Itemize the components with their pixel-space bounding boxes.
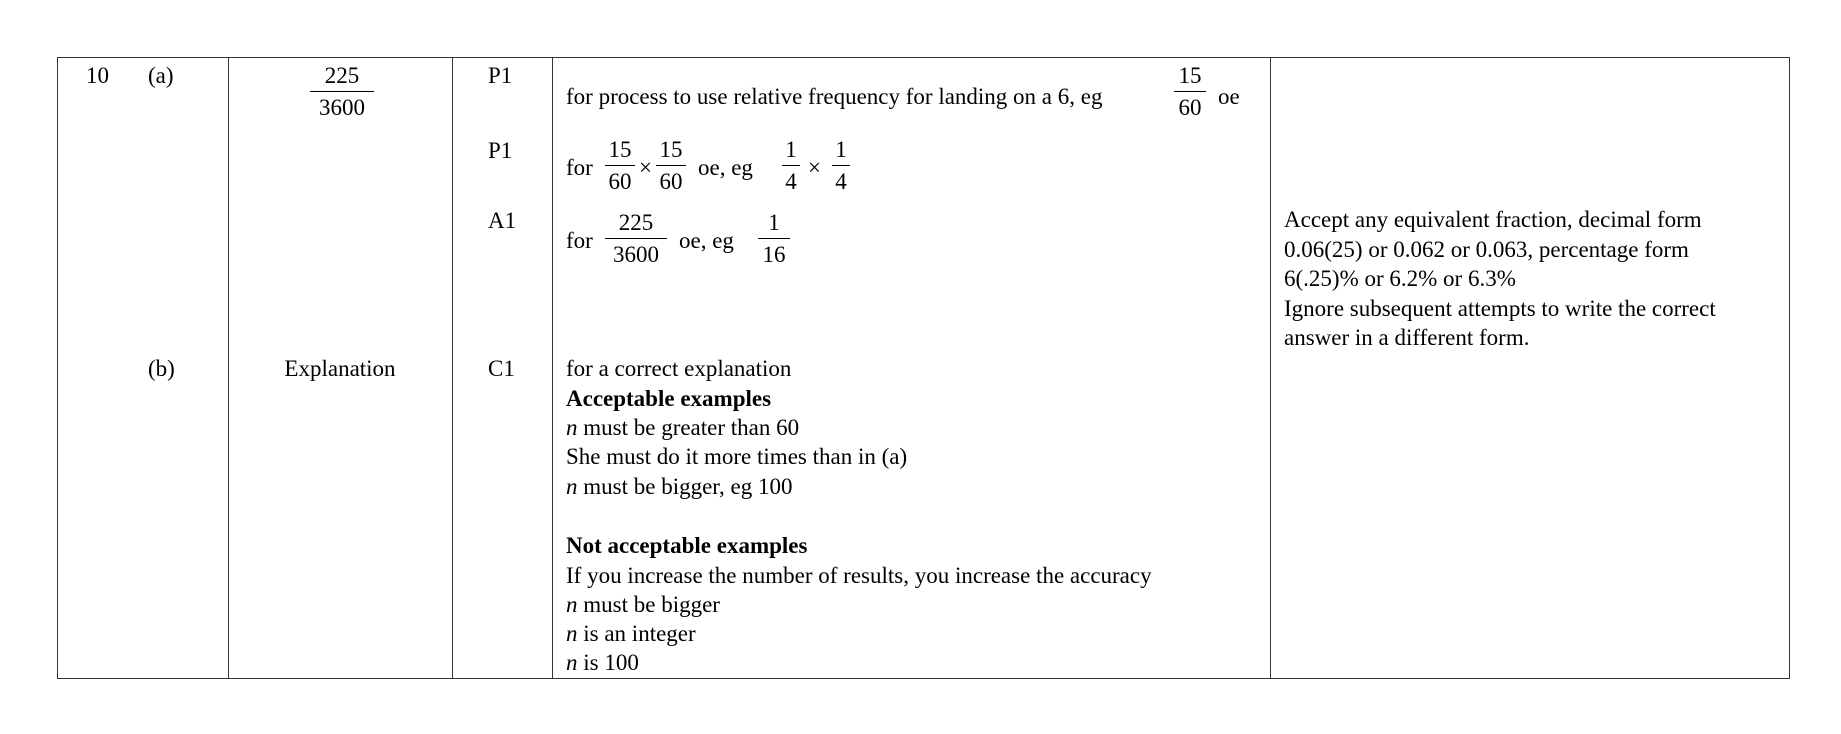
part-label-a: (a) [148,63,174,88]
example-text: She must do it more times than in (a) [566,444,908,469]
note-p1-fraction [1174,64,1206,119]
example-text: is 100 [577,650,639,675]
note-p1b-prefix: for [566,155,593,180]
not-acceptable-example [566,564,1152,587]
fraction-numerator: 15 [608,137,632,162]
fraction-numerator: 1 [785,137,797,162]
example-text: If you increase the number of results, you increase the accuracy [566,563,1152,588]
times-sign: × [808,155,821,180]
guidance-line: 0.06(25) or 0.062 or 0.063, percentage form [1284,237,1689,262]
fraction-numerator: 1 [768,210,780,235]
fraction-bar [310,91,374,92]
mark-p1-second: P1 [488,138,513,163]
note-c1-intro: for a correct explanation [566,356,792,381]
not-acceptable-heading: Not acceptable examples [566,533,808,558]
note-a1-fraction-1 [605,211,667,266]
column-divider [1270,58,1271,678]
fraction-numerator: 225 [618,210,654,235]
fraction-bar [656,165,686,166]
example-text: must be bigger, eg 100 [577,474,793,499]
note-p1b-fraction-2 [656,138,686,193]
answer-a-fraction [310,64,374,119]
example-text: must be greater than 60 [577,415,800,440]
variable-n: n [566,621,578,646]
answer-b: Explanation [284,356,396,381]
fraction-bar [605,165,635,166]
note-p1-process-text: for process to use relative frequency for landing on a 6, eg [566,84,1103,109]
fraction-bar [1174,91,1206,92]
mark-c1: C1 [488,356,515,381]
fraction-denominator: 60 [1178,95,1202,120]
not-acceptable-example [566,651,639,674]
fraction-denominator: 16 [762,242,786,267]
fraction-denominator: 3600 [613,242,659,267]
note-a1-fraction-2 [758,211,790,266]
fraction-bar [782,165,800,166]
fraction-bar [605,238,667,239]
acceptable-example [566,475,793,498]
example-text: must be bigger [577,592,720,617]
variable-n: n [566,650,578,675]
mark-p1-first: P1 [488,63,513,88]
part-label-b: (b) [148,356,175,381]
acceptable-heading: Acceptable examples [566,386,772,411]
question-number: 10 [86,63,109,88]
variable-n: n [566,415,578,440]
mark-scheme-table [57,57,1790,679]
fraction-bar [832,165,850,166]
note-a1-prefix: for [566,228,593,253]
guidance-line: answer in a different form. [1284,325,1530,350]
note-p1b-fraction-1 [605,138,635,193]
fraction-bar [758,238,790,239]
fraction-denominator: 4 [835,169,847,194]
column-divider [452,58,453,678]
acceptable-example [566,445,907,468]
fraction-denominator: 4 [785,169,797,194]
fraction-numerator: 15 [659,137,683,162]
variable-n: n [566,592,578,617]
note-p1b-fraction-4 [832,138,850,193]
not-acceptable-example [566,593,720,616]
fraction-denominator: 60 [659,169,683,194]
guidance-line: 6(.25)% or 6.2% or 6.3% [1284,266,1516,291]
fraction-numerator: 15 [1178,63,1202,88]
fraction-denominator: 3600 [319,95,365,120]
fraction-denominator: 60 [608,169,632,194]
times-sign: × [639,155,652,180]
fraction-numerator: 1 [835,137,847,162]
not-acceptable-example [566,622,696,645]
guidance-line: Accept any equivalent fraction, decimal form [1284,207,1702,232]
column-divider [552,58,553,678]
note-p1-suffix: oe [1218,84,1240,109]
acceptable-example [566,416,799,439]
example-text: is an integer [577,621,696,646]
note-p1b-fraction-3 [782,138,800,193]
guidance-line: Ignore subsequent attempts to write the correct [1284,296,1716,321]
mark-a1: A1 [488,208,517,233]
note-a1-mid: oe, eg [679,228,734,253]
note-p1b-mid: oe, eg [698,155,753,180]
fraction-numerator: 225 [324,63,360,88]
variable-n: n [566,474,578,499]
